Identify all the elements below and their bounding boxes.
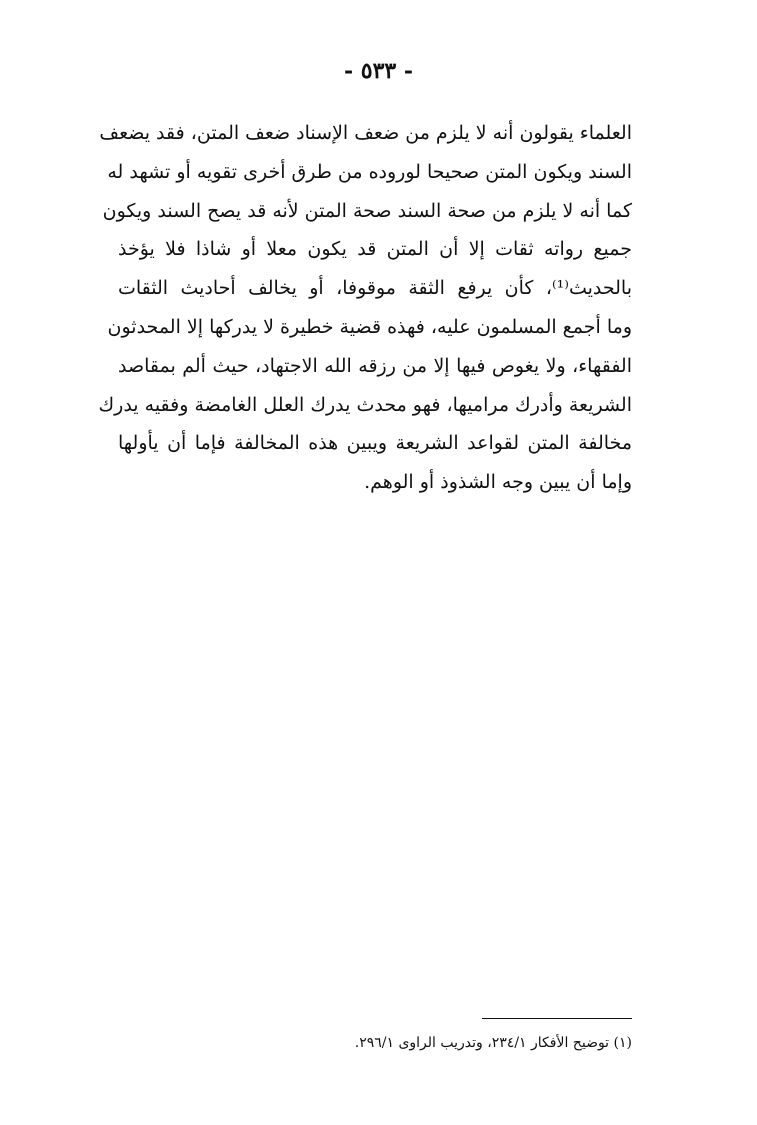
text-line: وما أجمع المسلمون عليه، فهذه قضية خطيرة لا يدركها إلا المحدثون bbox=[107, 315, 632, 338]
text-line: كما أنه لا يلزم من صحة السند صحة المتن لأنه قد يصح السند ويكون bbox=[102, 199, 632, 222]
footnote: (١) توضيح الأفكار ٢٣٤/١، وتدريب الراوى ٢٩٦/١. bbox=[354, 1035, 632, 1051]
text-line: مخالفة المتن لقواعد الشريعة ويبين هذه المخالفة فإما أن يأولها bbox=[118, 432, 632, 455]
text-line: وإما أن يبين وجه الشذوذ أو الوهم. bbox=[364, 471, 632, 494]
text-line: جميع رواته ثقات إلا أن المتن قد يكون معلا أو شاذا فلا يؤخذ bbox=[118, 238, 632, 261]
footnote-divider bbox=[482, 1018, 632, 1019]
text-line: الفقهاء، ولا يغوص فيها إلا من رزقه الله الاجتهاد، حيث ألم بمقاصد bbox=[118, 354, 632, 377]
text-line: السند ويكون المتن صحيحا لوروده من طرق أخرى تقويه أو تشهد له bbox=[107, 160, 632, 183]
text-line: العلماء يقولون أنه لا يلزم من ضعف الإسناد ضعف المتن، فقد يضعف bbox=[99, 122, 632, 144]
main-text bbox=[98, 114, 632, 502]
text-line: الشريعة وأدرك مراميها، فهو محدث يدرك العلل الغامضة وفقيه يدرك bbox=[98, 393, 632, 416]
page-number: - ٥٣٣ - bbox=[343, 58, 414, 84]
text-line: بالحديث⁽¹⁾، كأن يرفع الثقة موقوفا، أو يخالف أحاديث الثقات bbox=[118, 277, 632, 300]
